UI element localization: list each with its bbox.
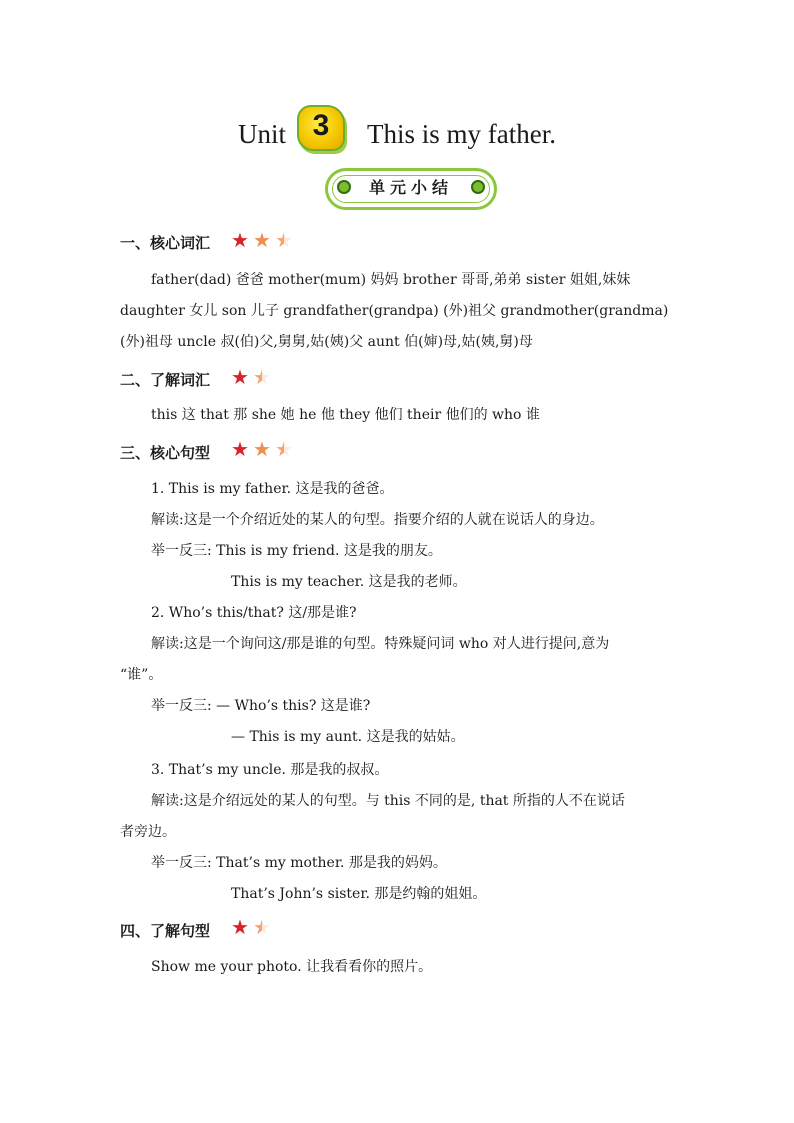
unit-summary-banner — [325, 168, 497, 210]
star-icon: ★ — [231, 228, 249, 252]
star-icon: ★ — [231, 437, 249, 461]
star-half-icon: ★ — [275, 437, 293, 461]
star-half-icon: ★ — [253, 365, 271, 389]
rating-stars-core-sentences — [231, 439, 301, 459]
explanation-line: 解读:这是一个询问这/那是谁的句型。特殊疑问词 who 对人进行提问,意为 — [151, 636, 610, 652]
star-icon: ★ — [253, 228, 271, 252]
rating-stars-core-vocabulary — [231, 230, 301, 250]
banner-label: 单元小结 — [368, 178, 453, 197]
unit-number: 3 — [312, 109, 330, 142]
star-half-icon: ★ — [275, 228, 293, 252]
section-heading-core-vocabulary: 一、核心词汇 — [120, 234, 211, 252]
star-icon: ★ — [231, 365, 249, 389]
example-line: 举一反三: That’s my mother. 那是我的妈妈。 — [151, 855, 447, 871]
star-icon: ★ — [231, 915, 249, 939]
vocab-line: father(dad) 爸爸 mother(mum) 妈妈 brother 哥哥,弟弟 sister 姐姐,妹妹 — [151, 272, 631, 288]
unit-title-row — [0, 105, 794, 155]
section-heading-known-vocabulary: 二、了解词汇 — [120, 371, 211, 389]
explanation-line: “谁”。 — [120, 667, 163, 683]
explanation-line: 解读:这是一个介绍近处的某人的句型。指要介绍的人就在说话人的身边。 — [151, 512, 604, 528]
example-line: 举一反三: This is my friend. 这是我的朋友。 — [151, 543, 442, 559]
example-line: 举一反三: — Who’s this? 这是谁? — [151, 698, 371, 714]
explanation-line: 者旁边。 — [120, 824, 176, 840]
vocab-line: (外)祖母 uncle 叔(伯)父,舅舅,姑(姨)父 aunt 伯(婶)母,姑(姨,舅)母 — [120, 334, 533, 350]
section-heading-known-sentences: 四、了解句型 — [120, 922, 211, 940]
star-icon: ★ — [253, 437, 271, 461]
unit-number-badge — [297, 105, 345, 151]
explanation-line: 解读:这是介绍远处的某人的句型。与 this 不同的是, that 所指的人不在说话 — [151, 793, 625, 809]
example-line: This is my teacher. 这是我的老师。 — [231, 574, 467, 590]
section-heading-core-sentences: 三、核心句型 — [120, 444, 211, 462]
star-half-icon: ★ — [253, 915, 271, 939]
unit-title: This is my father. — [367, 119, 556, 149]
sentence-line: 3. That’s my uncle. 那是我的叔叔。 — [151, 762, 389, 778]
unit-label: Unit — [238, 119, 287, 149]
sentence-line: 1. This is my father. 这是我的爸爸。 — [151, 481, 394, 497]
vocab-line: daughter 女儿 son 儿子 grandfather(grandpa) (外)祖父 grandmother(grandma) — [120, 303, 669, 319]
rating-stars-known-sentences — [231, 917, 279, 937]
example-line: That’s John’s sister. 那是约翰的姐姐。 — [231, 886, 487, 902]
example-line: — This is my aunt. 这是我的姑姑。 — [231, 729, 465, 745]
rating-stars-known-vocabulary — [231, 367, 279, 387]
sentence-line: Show me your photo. 让我看看你的照片。 — [151, 959, 433, 975]
vocab-line: this 这 that 那 she 她 he 他 they 他们 their 他们的 who 谁 — [151, 407, 540, 423]
sentence-line: 2. Who’s this/that? 这/那是谁? — [151, 605, 357, 621]
